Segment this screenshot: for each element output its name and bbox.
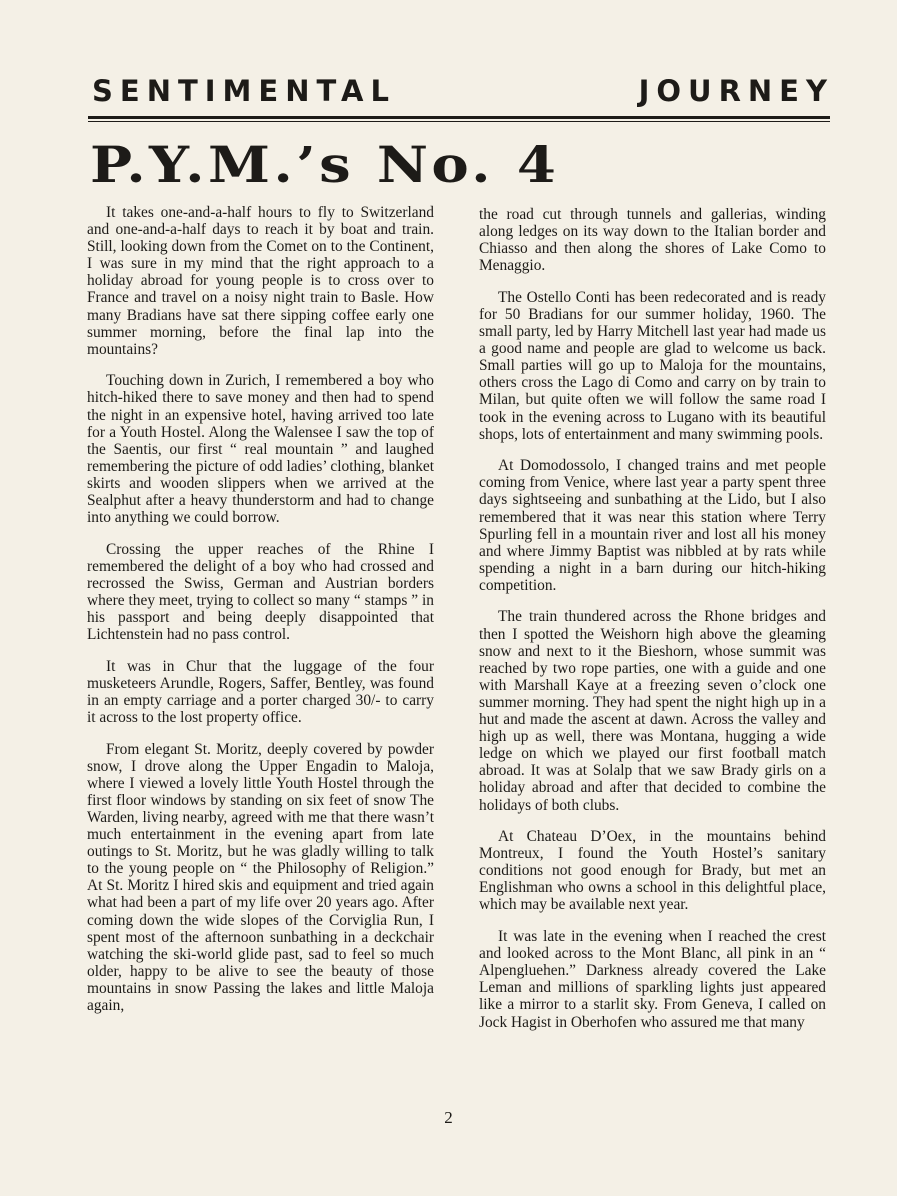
paragraph: From elegant St. Moritz, deeply covered by powder snow, I drove along the Upper Engadin to Maloja, where I viewed a lovely little Youth Hostel through the first floor windows by standing on six feet of snow The Warden, living nearby, agreed with me that there wasn’t much entertainment in the evening apart from late outings to St. Moritz, but he was gladly willing to talk to the young people on “ the Philosophy of Religion.” At St. Moritz I hired skis and equipment and tried again what had been a part of my life over 20 years ago. After coming down the wide slopes of the Corviglia Run, I spent most of the afternoon sunbathing in a deckchair watching the ski-world glide past, sad to feel so much older, happy to be alive to see the beauty of those mountains in snow Passing the lakes and little Maloja again, xyxy=(87,740,434,1015)
paragraph: It was late in the evening when I reached the crest and looked across to the Mont Blanc, all pink in an “ Alpengluehen.” Darkness already covered the Lake Leman and millions of sparkling lights just appeared like a mirror to a starlit sky. From Geneva, I called on Jock Hagist in Oberhofen who assured me that many xyxy=(479,928,826,1031)
paragraph: The Ostello Conti has been redecorated and is ready for 50 Bradians for our summer holiday, 1960. The small party, led by Harry Mitchell last year had made us a good name and people are glad to welcome us back. Small parties will go up to Maloja for the mountains, others cross the Lago di Como and carry on by train to Milan, but quite often we will follow the same road I took in the evening across to Lugano with its beautiful shops, lots of entertainment and many swimming pools. xyxy=(479,288,826,443)
paragraph: At Chateau D’Oex, in the mountains behind Montreux, I found the Youth Hostel’s sanitary conditions not good enough for Brady, but met an Englishman who owns a school in this delightful place, which may be available next year. xyxy=(479,828,826,914)
paragraph: At Domodossolo, I changed trains and met people coming from Venice, where last year a party spent three days sightseeing and sunbathing at the Lido, but I also remembered that it was near this station where Terry Spurling fell in a mountain river and lost all his money and where Jimmy Baptist was nibbled at by rats while spending a night in a barn during our hitch-hiking competition. xyxy=(479,457,826,594)
header-rule-thick xyxy=(88,116,830,119)
paragraph: Crossing the upper reaches of the Rhine I remembered the delight of a boy who had crossed and recrossed the Swiss, German and Austrian borders where they meet, trying to collect so many “ stamps ” in his passport and being deeply disappointed that Lichtenstein had no pass control. xyxy=(87,540,434,644)
header-journey: JOURNEY xyxy=(638,74,834,108)
text-column-right xyxy=(479,206,826,1045)
header-sentimental: SENTIMENTAL xyxy=(92,74,396,108)
text-column-left xyxy=(87,204,434,1029)
paragraph: The train thundered across the Rhone bridges and then I spotted the Weishorn high above the gleaming snow and next to it the Bieshorn, whose summit was reached by two rope parties, one with a guide and one with Marshall Kaye at a freezing seven o’clock one summer morning. They had spent the night high up in a hut and made the ascent at dawn. Across the valley and high up as well, there was Montana, hugging a wide ledge on which we played our first football match abroad. It was at Solalp that we saw Brady girls on a holiday abroad and after that decided to combine the holidays of both clubs. xyxy=(479,608,826,814)
paragraph-continued: the road cut through tunnels and gallerias, winding along ledges on its way down to the Italian border and Chiasso and then along the shores of Lake Como to Menaggio. xyxy=(479,206,826,275)
article-title: P.Y.M.’s No. 4 xyxy=(90,135,560,194)
paragraph: Touching down in Zurich, I remembered a boy who hitch-hiked there to save money and then had to spend the night in an expensive hotel, having arrived too late for a Youth Hostel. Along the Walensee I saw the top of the Saentis, our first “ real mountain ” and laughed remembering the picture of odd ladies’ clothing, blanket skirts and wooden slippers when we arrived at the Sealphut after a heavy thunderstorm and had to change into anything we could borrow. xyxy=(87,372,434,527)
header-rule-thin xyxy=(88,121,830,122)
paragraph: It takes one-and-a-half hours to fly to Switzerland and one-and-a-half days to reach it by boat and train. Still, looking down from the Comet on to the Continent, I was sure in my mind that the right approach to a holiday abroad for young people is to cross over to France and travel on a noisy night train to Basle. How many Bradians have sat there sipping coffee early one summer morning, before the final lap into the mountains? xyxy=(87,204,434,358)
page-number: 2 xyxy=(444,1108,453,1127)
running-header xyxy=(92,74,834,114)
paragraph: It was in Chur that the luggage of the four musketeers Arundle, Rogers, Saffer, Bentley, was found in an empty carriage and a porter charged 30/- to carry it across to the lost property office. xyxy=(87,657,434,727)
